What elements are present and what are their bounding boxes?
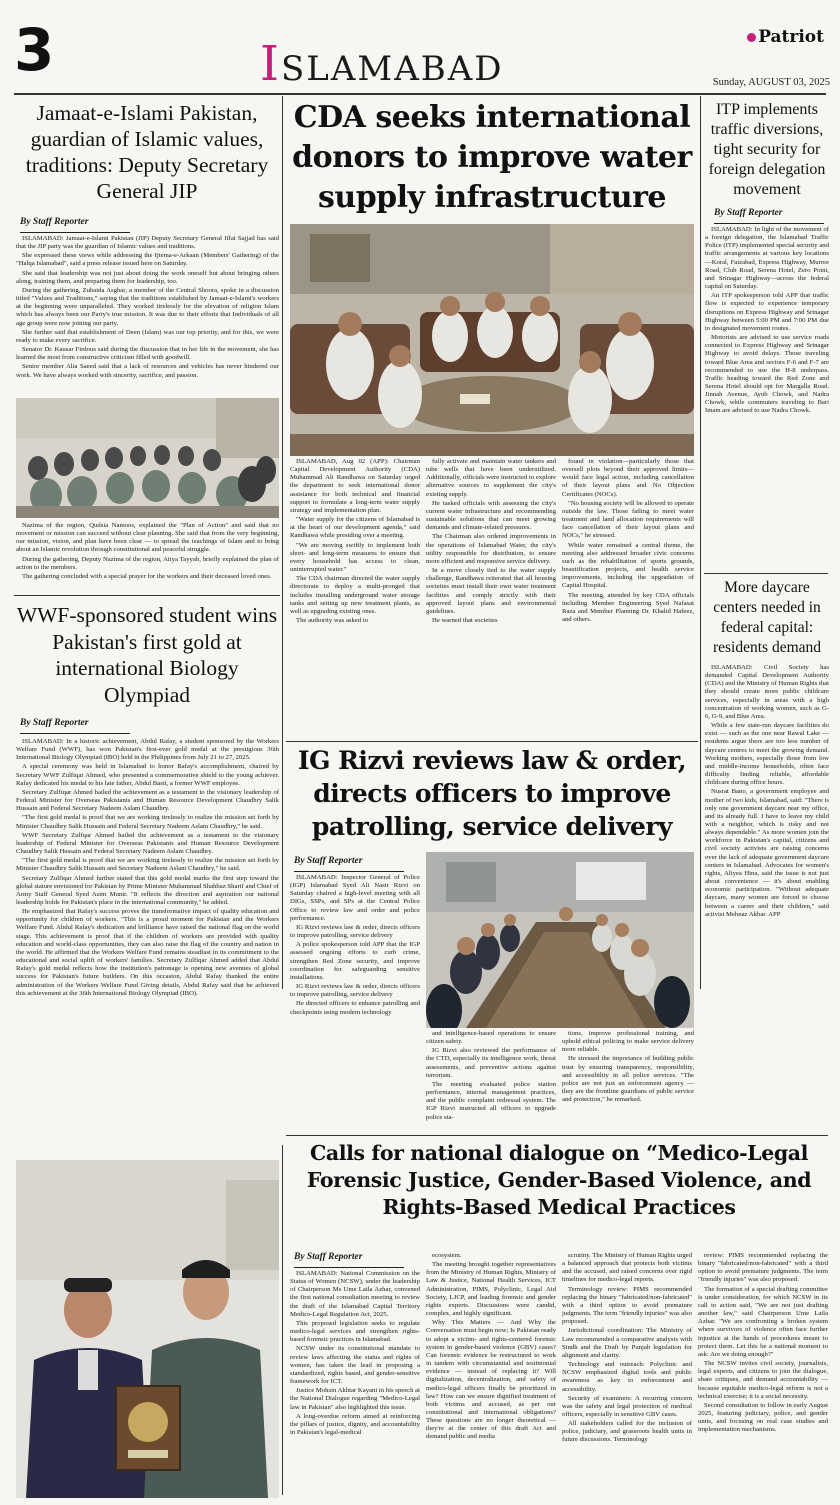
paragraph: ISLAMABAD: In light of the movement of a foreign delegation, the Islamabad Traffic Police (ITP) implemented special security and traffic arrangements at various key locations—Koral, Faizabad, Express Highway, Murree Road, Club Road, Serena Hotel, Zero Point, and Srinagar Highway—across the federal capital on Saturday. xyxy=(705,226,829,291)
paragraph: ISLAMABAD: Jamaat-e-Islami Pakistan (JIP) Deputy Secretary General Iffat Sajjad has said that the JIP party was the guardian of Islamic values and traditions. xyxy=(16,235,279,251)
paragraph: Secretary Zulfiqar Ahmed further stated that this gold medal marks the first step toward the global stature envisioned for Pakistan by Prime Minister Muhammad Shahbaz Sharif and Chief of Army Staff General Syed Asim Munir. "It reflects the direction and aspiration our national leadership holds for Pakistan's place in the international community," he added. xyxy=(16,874,279,906)
paragraph: and intelligence-based operations to ensure citizen safety. xyxy=(426,1030,556,1046)
paragraph: Senator Dr. Kausar Firdous said during the discussion that in her life in the movement, she has learned the most from constructive criticism filled with goodwill. xyxy=(16,346,279,362)
story-wwf-byline: By Staff Reporter xyxy=(20,718,130,734)
paragraph: In a move closely tied to the water supply challenge, Randhawa reiterated that all housing societies must install their own water treatment facilities and comply strictly with their approved layout plans and environmental guidelines. xyxy=(426,567,556,615)
story-wwf-body xyxy=(16,738,279,1156)
paragraph: IG Rizvi reviews law & order, directs officers to improve patrolling, service delivery xyxy=(290,983,420,999)
cda-meeting-photo xyxy=(290,224,694,456)
story-ig-col-2 xyxy=(426,1030,556,1130)
story-ig-byline: By Staff Reporter xyxy=(294,856,404,872)
paragraph: IG Rizvi also reviewed the performance of the CTD, especially its intelligence work, threat assessments, and preventive actions against terrorism. xyxy=(426,1047,556,1079)
paragraph: ISLAMABAD: Civil Society has demanded Capital Development Authority (CDA) and the Ministry of Human Rights that they should create more public childcare services, especially in areas with a high concentration of working women, such as G-6, G-9, and Blue Area. xyxy=(705,664,829,720)
paragraph: Why This Matters — And Why the Conversation must begin now; Is Pakistan ready to adopt a victim- and rights-centered forensic system in gender-based violence (GBV) cases? Can forensic evidence be restructured to work in tandem with circumstantial and testimonial evidence — instead of replacing it? Will digitalization, decentralization, and safety of medico-legal officers finally be prioritized in law? How can we ensure dignified treatment of both victims and accused, as per our constitutional and international obligations? These questions are no longer theoretical — they're at the center of this draft Act and demand public and media xyxy=(426,1319,556,1441)
story-jamaat-body-continued xyxy=(16,522,279,590)
paragraph: Justice Mohsin Akhtar Kayani in his speech at the National Dialogue regarding "Medico-Legal law in Pakistan" also highlighted this issue. xyxy=(290,1387,420,1411)
story-itp-headline: ITP implements traffic diversions, tight security for foreign delegation movement xyxy=(708,101,826,198)
paragraph: He warned that societies xyxy=(432,616,498,624)
paragraph: Senior member Alia Saeed said that a lack of resources and vehicles has never hindered our work. We have always worked with sincerity, sacrifice, and passion. xyxy=(16,363,279,379)
paragraph: During the gathering, Zubaida Asghar, a member of the Central Shoora, spoke in a discussion titled "Values and Traditions," saying that the traditions established by Jamaat-e-Islami's workers at the beginning were unparalleled. They worked tirelessly for the elevation of religion Islam which has always been our Party's true mission. It was due to their efforts that Individuals of all age group were now joining our party. xyxy=(16,286,279,327)
paragraph: He stressed the importance of building public trust by ensuring transparency, responsibility, and accessibility in all police services. "The police are not just an enforcement agency — they are the frontline guardians of public service and protection," he remarked. xyxy=(562,1055,694,1104)
story-daycare-headline: More daycare centers needed in federal capital: residents demand xyxy=(712,579,822,656)
paragraph: During the gathering, Deputy Nazima of the region, Atiya Tayyab, briefly explained the plan of action to the members. xyxy=(16,555,279,571)
paragraph: tions, improve professional training, and uphold ethical policing to make service delivery more reliable. xyxy=(562,1030,694,1054)
paragraph: Terminology review: PIMS recommended replacing the binary "fabricated/non-fabricated" with a third option to avoid premature judgments. The term "friendly injuries" was also proposed. xyxy=(562,1285,692,1326)
story-ncsw-byline: By Staff Reporter xyxy=(294,1252,404,1268)
paragraph: Nazima of the region, Qudsia Namoos, explained the "Plan of Action" and said that no movement or mission can succeed without clear planning. She said that from the very beginning, our mission, vision, and plan have been clear — to spread the teachings of Islam and to bring about an Islamic revolution through constitutional and peaceful struggle. xyxy=(16,522,279,554)
paragraph: She expressed these views while addressing the Ijtema-e-Arkaan (Members' Gathering) of the "Halqa Islamabad", said a press release issued here on Saturday. xyxy=(16,252,279,268)
story-cda-col-1 xyxy=(290,458,420,738)
issue-date: Sunday, AUGUST 03, 2025 xyxy=(712,77,830,88)
paragraph: Jurisdictional coordination: The Ministry of Law recommended a comparative analysis with Sindh and the Draft by Punjab legislation for alignment and clarity. xyxy=(562,1327,692,1359)
paragraph: "We are moving swiftly to implement both short- and long-term measures to ensure that every household has access to clean, uninterrupted water." xyxy=(290,541,420,574)
paragraph: Second consultation to follow in early August 2025, featuring judiciary, police, and gender units, and focusing on real case studies and implementation mechanisms. xyxy=(698,1401,828,1434)
paragraph: The meeting, attended by key CDA officials including Member Engineering Syed Nafasat Raza and Member Planning Dr. Khalid Hafeez, and others. xyxy=(562,591,694,623)
gathering-photo xyxy=(16,398,279,518)
story-itp-byline: By Staff Reporter xyxy=(714,208,824,224)
paragraph: ISLAMABAD: National Commission on the Status of Women (NCSW), under the leadership of Chairperson Ms Ume Laila Azhar, convened the first national consultation meeting to review the draft of the Islamabad Capital Territory Medico-Legal Regulation Act, 2025. xyxy=(290,1270,420,1318)
story-ncsw-col-1 xyxy=(290,1270,420,1502)
story-ncsw-col-2 xyxy=(426,1252,556,1502)
paragraph: WWF Secretary Zulfqar Ahmed hailed the achievement as a testament to the visionary leadership of Federal Minister for Overseas Pakistanis and Human Resource Development Chaudhry Salik Hussain and Federal Secretary Nadeem Aslam Chaudhry. xyxy=(16,831,279,856)
story-ncsw-col-4 xyxy=(698,1252,828,1502)
paragraph: A special ceremony was held in Islamabad to honor Rafay's accomplishment, chaired by Secretary WWF Zulfiqar Ahmed, who presented a commemorative shield to the young achiever. Rafay dedicated his medal to his late father, Abdul Basit, a former WWF employee. xyxy=(16,763,279,787)
paragraph: She said that leadership was not just about doing the work oneself but about bringing others along, training them, and preparing them for leadership, too. xyxy=(16,269,279,285)
paragraph: ISLAMABAD: Inspector General of Police (IGP) Islamabad Syed Ali Nasir Rizvi on Saturday chaired a high-level meeting with all DIGs, SSPs, and SPs at the Central Police Office to review law and order and police performance. xyxy=(290,874,420,922)
paragraph: This proposed legislation seeks to regulate medico-legal services and strengthen rights-based forensic practices in Islamabad. xyxy=(290,1319,420,1344)
paragraph: The CDA chairman directed the water supply directorate to deploy a multi-pronged that includes installing underground water storage tanks and setting up new treatment plants, as well as upgrading existing ones. xyxy=(290,575,420,615)
paragraph: He emphasized that Rafay's success proves the transformative impact of quality education and opportunity for children of workers. "This is a proud moment for Pakistan and the Workers Welfare Fund. Abdul Rafay's dedication and brilliance have raised the national flag on the world stage. This achievement is proof that if the children of workers are provided with quality education and world-class opportunities, they can also raise the flag of the country and nation in the world. He affirmed that the Workers Welfare Fund remains steadfast in its commitment to the educational and social uplift of workers' families. Secretary Zulfiqar Ahmed added that Abdul Rafay's gold medal reflects how the institution's patronage is opening new avenues of global success for Pakistan's future builders. On this occasion, Abdul Rafay thanked the entire administration of the Workers Welfare Fund Giving details, Abdul Rafay said that he achieved this achievement at the 36th International Biology Olympiad (IBO). xyxy=(16,908,279,997)
cda-meeting-photo-image xyxy=(290,224,694,456)
story-cda-headline: CDA seeks international donors to improve water supply infrastructure xyxy=(292,100,692,215)
section-title xyxy=(260,36,640,92)
award-ceremony-photo xyxy=(16,1160,279,1498)
paragraph: While a few state-run daycare facilities do exist — such as the one near Rawal Lake — residents argue there are too less number of daycare centres to meet the growing demand. Working mothers, especially those from low and middle-income households, often face difficulty finding reliable, affordable childcare during office hours. xyxy=(705,722,829,787)
award-ceremony-photo-image xyxy=(16,1160,279,1498)
paragraph: All stakeholders called for the inclusion of police, judiciary, and grassroots health units in future discussions. Terminology xyxy=(562,1420,692,1444)
paragraph: The NCSW invites civil society, journalists, legal experts, and citizens to join the dialogue, share critiques, and demand accountability — because equitable medico-legal reform is not a technical exercise; it is a social necessity. xyxy=(698,1360,828,1400)
story-ig-col-1 xyxy=(290,874,420,1126)
paper-name: Patriot xyxy=(714,27,824,51)
paragraph: A long-overdue reform aimed at reinforcing the pillars of justice, dignity, and accountability in Pakistan's legal-medical xyxy=(290,1412,420,1436)
story-ig-col-3 xyxy=(562,1030,694,1130)
paragraph: "The first gold medal is proof that we are working tirelessly to realize the mission set forth by Minister Chaudhry Salik Hussain and Secretary Nadeem Aslam Chaudhry," he said. xyxy=(16,857,279,873)
paragraph: A police spokesperson told APP that the IGP assessed ongoing efforts to curb crime, strengthen Red Zone security, and improve coordination for safeguarding sensitive installations. xyxy=(290,941,420,981)
paragraph: ISLAMABAD, Aug 02 (APP): Chairman Capital Development Authority (CDA) Muhammad Ali Randhawa on Saturday urged the department to seek international donor assistance for both technical and financial support to formulate a long-term water supply strategy and implementation plan. xyxy=(290,458,420,514)
paragraph: He directed officers to enhance patrolling and checkpoints using modern technology xyxy=(290,1000,420,1016)
story-cda-col-2 xyxy=(426,458,556,738)
paragraph: ISLAMABAD: In a historic achievement, Abdul Rafay, a student sponsored by the Workers Welfare Fund (WWF), has won Pakistan's first-ever gold medal at the prestigious 36th International Biology Olympiad (IBO) held in the Philippines from July 21 to 27, 2025. xyxy=(16,738,279,762)
story-ig-headline: IG Rizvi reviews law & order, directs officers to improve patrolling, service delivery xyxy=(297,746,687,841)
paragraph: The meeting brought together representatives from the Ministry of Human Rights, Ministry of Law & Justice, National Health Services, ICT Administration, PIMS, Polyclinic, Legal Aid Society, LJCP, and leading forensic and gender rights experts. Discussions were candid, complex, and highly significant. xyxy=(426,1261,556,1318)
gathering-photo-image xyxy=(16,398,279,518)
story-wwf-headline: WWF-sponsored student wins Pakistan's first gold at international Biology Olympiad xyxy=(16,603,278,707)
paragraph: The formation of a special drafting committee is under consideration, for which NCSW in its call to action said, "We are not just drafting another law," said Chairperson Ume Laila Azhar. "We are confronting a broken system where survivors of violence often face further injustice at the hands of procedures meant to protect them. Let this be a national moment to ask: Are we doing enough?" xyxy=(698,1285,828,1358)
paragraph: Nusrat Bano, a government employee and mother of two kids, Islamabad, said: "There is only one government daycare near my office, and its already full. I have to leave my child with a neighbor, which is risky and not always dependable." As more women join the workforce in Pakistan's capital, citizens and civil society activists are raising concerns over the lack of adequate government daycare centers in Islamabad. Advocates for women's rights, Aliyea Hina, said the issue is not just about convenience — it's about enabling economic participation. "Without adequate daycare, many women are forced to choose between a career and their children," said activist Mehnaz Akbar. APP xyxy=(705,788,829,918)
story-jamaat-headline: Jamaat-e-Islami Pakistan, guardian of Islamic values, traditions: Deputy Secretary General JIP xyxy=(25,101,269,203)
paragraph: The gathering concluded with a special prayer for the workers and their deceased loved ones. xyxy=(22,572,272,580)
paragraph: He tasked officials with assessing the city's current water infrastructure and recommending sustainable solutions that can meet growing demands and climate-related pressures. xyxy=(426,499,556,532)
paragraph: NCSW under its constitutional mandate to review laws affecting the status and rights of women, has taken the lead in proposing a standardized, rights based, and gender-sensitive framework for ICT. xyxy=(290,1345,420,1386)
story-ncsw-headline: Calls for national dialogue on “Medico-Legal Forensic Justice, Gender-Based Violence, and Rights-Based Medical Practices xyxy=(306,1141,812,1219)
paragraph: Technology and outreach: Polyclinic and NCSW emphasized digital tools and public awareness as key to enforcement and accessibility. xyxy=(562,1361,692,1393)
story-itp-body xyxy=(705,226,829,568)
paragraph: Security of examiners: A recurring concern was the safety and legal protection of medical officers, especially in sensitive GBV cases. xyxy=(562,1394,692,1418)
story-daycare-body xyxy=(705,664,829,1134)
paragraph: IG Rizvi reviews law & order, directs officers to improve patrolling, service delivery xyxy=(290,923,420,940)
paragraph: review: PIMS recommended replacing the binary "fabricated/non-fabricated" with a third option to avoid premature judgments. The term "friendly injuries" was also proposed. xyxy=(698,1252,828,1284)
paragraph: found in violation—particularly those that oversell plots beyond their approved limits—would face legal action, including cancellation of their layout plans and No Objection Certificates (NOCs). xyxy=(562,458,694,498)
paragraph: The meeting evaluated police station performance, internal management practices, and the public complaint redressal system. The IGP Rizvi instructed all officers to upgrade police sta- xyxy=(426,1080,556,1121)
paragraph: Secretary Zulfiqar Ahmed hailed the achievement as a testament to the visionary leadership of Federal Minister for Overseas Pakistanis and Human Resource Development Chaudhry Salik Hussain and Federal Secretary Nadeem Aslam Chaudhry. xyxy=(16,788,279,813)
paragraph: The authority was asked to xyxy=(296,616,369,624)
section-title-initial: I xyxy=(260,36,281,92)
paragraph: While water remained a central theme, the meeting also addressed broader civic concerns such as the rehabilitation of sports grounds, beautification projects, and health service improvements, including the upgradation of Capital Hospital. xyxy=(562,541,694,590)
paragraph: "Water supply for the citizens of Islamabad is at the heart of our development agenda," said Randhawa while presiding over a meeting. xyxy=(290,516,420,540)
page-number: 3 xyxy=(14,20,55,80)
section-title-rest: SLAMABAD xyxy=(280,49,504,89)
paragraph: An ITP spokesperson told APP that traffic flow is expected to experience temporary disruptions on Express Highway and Srinagar Highway between 5:00 PM and 7:00 PM due to designated movement routes. xyxy=(705,292,829,332)
paper-logo-icon xyxy=(747,33,756,42)
story-jamaat-byline: By Staff Reporter xyxy=(20,217,130,233)
paragraph: ecosystem. xyxy=(432,1252,462,1259)
paragraph: "The first gold medal is proof that we are working tirelessly to realize the mission set forth by Minister Chaudhry Salik Hussain and Federal Secretary Nadeem Aslam Chaudhry," he said. xyxy=(16,814,279,830)
paragraph: "No housing society will be allowed to operate outside the law. Those failing to meet water treatment and land allocation requirements will face cancellation of their layout plans and NOCs," he stressed. xyxy=(562,499,694,540)
story-cda-col-3 xyxy=(562,458,694,738)
paragraph: Motorists are advised to use service roads connected to Express Highway and Srinagar Highway to avoid delays. Those traveling toward Blue Area and sectors F-6 and F-7 are recommended to use the H-8 underpass. Traffic heading toward the Red Zone and Serena Hotel should opt for Margalla Road. Jinnah Avenue, Ayub Chowk, and Nadra Chowk, while commuters traveling to Bari Imam are advised to use Nadra Chowk. xyxy=(705,334,829,415)
paragraph: fully activate and maintain water tankers and tube wells that have been underutilized. Additionally, officials were instructed to explore alternative sources to supplement the city's existing supply. xyxy=(426,458,556,498)
ig-meeting-photo xyxy=(426,852,694,1028)
story-jamaat-body xyxy=(16,235,279,395)
paragraph: She further said that establishment of Deen (Islam) was our top priority, and for this, we were ready to make every sacrifice. xyxy=(16,328,279,344)
story-ncsw-col-3 xyxy=(562,1252,692,1502)
ig-meeting-photo-image xyxy=(426,852,694,1028)
paragraph: scrutiny. The Ministry of Human Rights urged a balanced approach that protects both victims and the accused, and raised concerns over rigid timelines for medico-legal reports. xyxy=(562,1252,692,1284)
paragraph: The Chairman also ordered improvements in the operations of Islamabad Water, the city's utility responsible for distribution, to ensure more efficient and responsive service delivery. xyxy=(426,533,556,565)
